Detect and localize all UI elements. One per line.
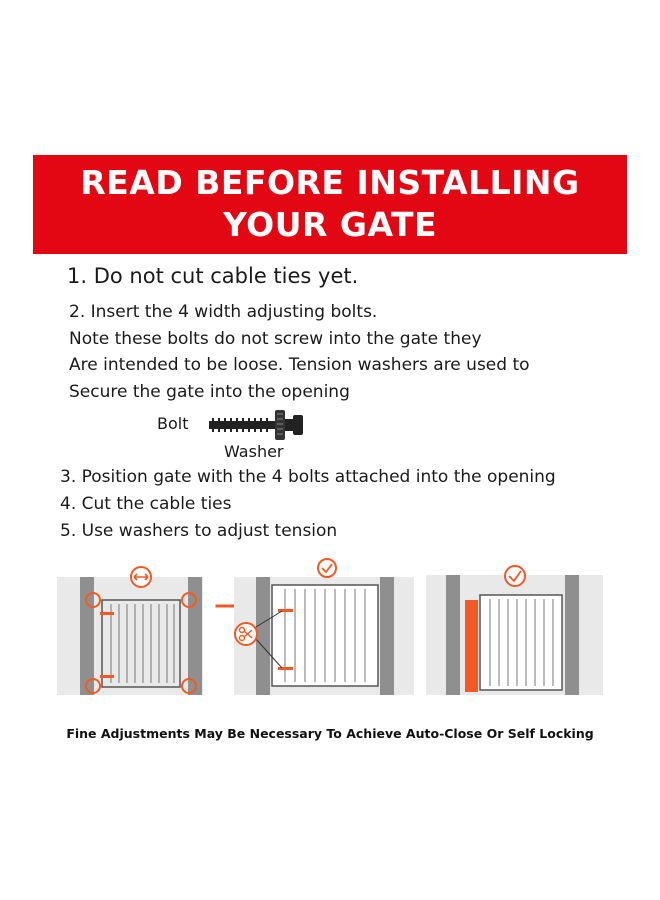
panel-3-adjust-tension (426, 566, 603, 695)
step-2-text: 2. Insert the 4 width adjusting bolts. (69, 302, 378, 322)
washer-label: Washer (224, 442, 284, 461)
banner-title-line1: READ BEFORE INSTALLING (80, 163, 580, 202)
bolt-diagram (205, 408, 315, 442)
bolt-label: Bolt (157, 414, 189, 433)
step-3-text: 3. Position gate with the 4 bolts attached into the opening (60, 467, 556, 487)
note-line-3: Secure the gate into the opening (69, 382, 350, 402)
installation-illustration (0, 555, 660, 705)
footer-note: Fine Adjustments May Be Necessary To Achieve Auto-Close Or Self Locking (66, 726, 594, 741)
step-4-text: 4. Cut the cable ties (60, 494, 232, 514)
adjust-width-icon (131, 567, 151, 587)
step-1-text: 1. Do not cut cable ties yet. (67, 264, 359, 288)
banner-title-line2: YOUR GATE (222, 205, 438, 244)
panel-1-initial-setup (57, 567, 203, 695)
panel-2-cut-ties (234, 559, 414, 695)
note-line-1: Note these bolts do not screw into the gate they (69, 329, 482, 349)
checkmark-icon (318, 559, 336, 577)
scissors-icon (235, 623, 257, 645)
step-5-text: 5. Use washers to adjust tension (60, 521, 338, 541)
note-line-2: Are intended to be loose. Tension washers are used to (69, 355, 530, 375)
warning-banner (33, 155, 627, 254)
checkmark-icon (505, 566, 525, 586)
